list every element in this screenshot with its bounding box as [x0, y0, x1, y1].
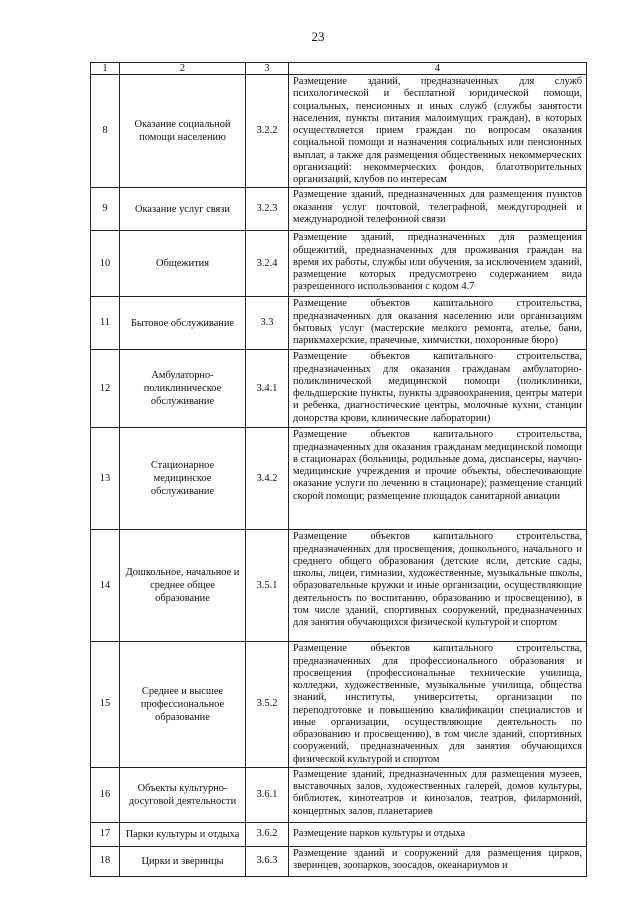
use-code: 3.6.1: [246, 767, 289, 822]
use-description: Размещение объектов капитального строительства, предназначенных для оказания населению или организациям бытовых услуг (мастерские мелкого ремонта, ателье, бани, парикмахерские, прачечные, химчистки, похоронные бюро): [289, 297, 587, 350]
row-number: 13: [91, 428, 120, 530]
use-name: Стационарное медицинское обслуживание: [120, 428, 246, 530]
use-code: 3.5.1: [246, 530, 289, 642]
use-name: Объекты культурно-досуговой деятельности: [120, 767, 246, 822]
row-number: 12: [91, 350, 120, 428]
use-name: Общежития: [120, 231, 246, 297]
use-code: 3.4.1: [246, 350, 289, 428]
land-use-table: [90, 62, 587, 877]
use-code: 3.2.3: [246, 188, 289, 231]
use-description: Размещение объектов капитального строительства, предназначенных для просвещения, дошкольного, начального и среднего общего образования (детские ясли, детские сады, школы, лицеи, гимназии, художественные, музыкальные школы, образовательные кружки и иные организации, осуществляющие деятельность по воспитанию, образованию и просвещению), в том числе зданий, спортивных сооружений, предназначенных для занятия обучающихся физической культурой и спортом: [289, 530, 587, 642]
use-code: 3.6.2: [246, 822, 289, 846]
table-row: [91, 822, 587, 846]
table-row: [91, 297, 587, 350]
row-number: 17: [91, 822, 120, 846]
use-name: Амбулаторно-поликлиническое обслуживание: [120, 350, 246, 428]
table-row: [91, 767, 587, 822]
use-name: Цирки и зверинцы: [120, 846, 246, 876]
use-description: Размещение объектов капитального строительства, предназначенных для оказания гражданам медицинской помощи в стационарах (больницы, родильные дома, диспансеры, научно-медицинские учреждения и прочие объекты, обеспечивающие оказание услуги по лечению в стационаре); размещение станций скорой помощи; размещение площадок санитарной авиации: [289, 428, 587, 530]
use-name: Парки культуры и отдыха: [120, 822, 246, 846]
table-row: [91, 530, 587, 642]
table-row: [91, 75, 587, 188]
use-code: 3.4.2: [246, 428, 289, 530]
use-code: 3.2.4: [246, 231, 289, 297]
table-row: [91, 188, 587, 231]
row-number: 9: [91, 188, 120, 231]
row-number: 16: [91, 767, 120, 822]
header-cell: 2: [120, 63, 246, 75]
row-number: 8: [91, 75, 120, 188]
header-cell: 1: [91, 63, 120, 75]
row-number: 15: [91, 642, 120, 768]
use-code: 3.5.2: [246, 642, 289, 768]
use-name: Оказание социальной помощи населению: [120, 75, 246, 188]
page-number: 23: [311, 29, 325, 44]
use-name: Дошкольное, начальное и среднее общее образование: [120, 530, 246, 642]
use-description: Размещение зданий, предназначенных для служб психологической и бесплатной юридической помощи, социальных, пенсионных и иных служб (службы занятости населения, пункты питания малоимущих граждан), в которых осуществляется прием граждан по вопросам оказания социальной помощи и назначения социальных или пенсионных выплат, а также для размещения общественных некоммерческих организаций: некоммерческих фондов, благотворительных организаций, клубов по интересам: [289, 75, 587, 188]
use-description: Размещение зданий, предназначенных для размещения общежитий, предназначенных для проживания граждан на время их работы, службы или обучения, за исключением зданий, размещение которых предусмотрено содержанием вида разрешенного использования с кодом 4.7: [289, 231, 587, 297]
header-cell: 4: [289, 63, 587, 75]
table-header-row: [91, 63, 587, 75]
row-number: 14: [91, 530, 120, 642]
header-cell: 3: [246, 63, 289, 75]
table-row: [91, 350, 587, 428]
use-description: Размещение зданий и сооружений для размещения цирков, зверинцев, зоопарков, зоосадов, океанариумов и: [289, 846, 587, 876]
use-name: Бытовое обслуживание: [120, 297, 246, 350]
use-description: Размещение парков культуры и отдыха: [289, 822, 587, 846]
use-code: 3.6.3: [246, 846, 289, 876]
use-description: Размещение объектов капитального строительства, предназначенных для профессионального образования и просвещения (профессиональные технические училища, колледжи, художественные, музыкальные училища, общества знаний, институты, университеты, организации по переподготовке и повышению квалификации специалистов и иные организации, осуществляющие деятельность по образованию и просвещению), в том числе зданий, спортивных сооружений, предназначенных для занятия обучающихся физической культурой и спортом: [289, 642, 587, 768]
use-name: Оказание услуг связи: [120, 188, 246, 231]
use-code: 3.2.2: [246, 75, 289, 188]
table-row: [91, 428, 587, 530]
table-row: [91, 231, 587, 297]
use-code: 3.3: [246, 297, 289, 350]
use-description: Размещение зданий, предназначенных для размещения музеев, выставочных залов, художественных галерей, домов культуры, библиотек, кинотеатров и кинозалов, театров, филармоний, концертных залов, планетариев: [289, 767, 587, 822]
table-row: [91, 642, 587, 768]
use-description: Размещение объектов капитального строительства, предназначенных для оказания гражданам амбулаторно-поликлинической медицинской помощи (поликлиники, фельдшерские пункты, пункты здравоохранения, центры матери и ребенка, диагностические центры, молочные кухни, станции донорства крови, клинические лаборатории): [289, 350, 587, 428]
use-description: Размещение зданий, предназначенных для размещения пунктов оказания услуг почтовой, телеграфной, междугородней и международной телефонной связи: [289, 188, 587, 231]
row-number: 10: [91, 231, 120, 297]
row-number: 18: [91, 846, 120, 876]
use-name: Среднее и высшее профессиональное образование: [120, 642, 246, 768]
table-row: [91, 846, 587, 876]
row-number: 11: [91, 297, 120, 350]
